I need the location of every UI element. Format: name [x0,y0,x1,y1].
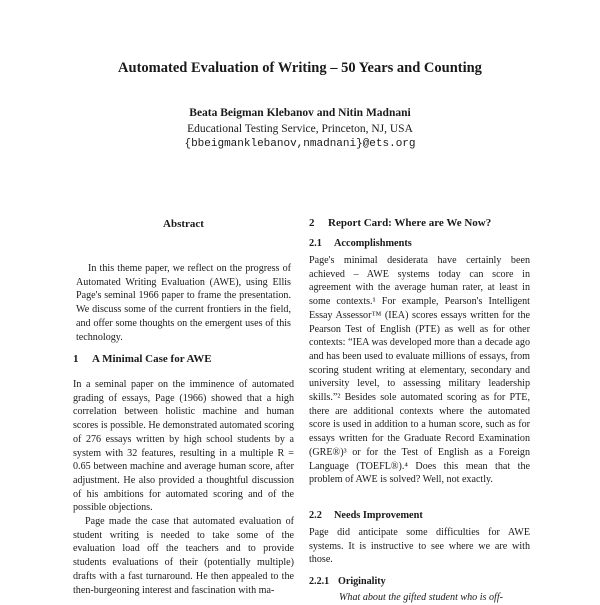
abstract-body [73,262,294,344]
subsection-2-1-number: 2.1 [309,238,322,249]
paper-email: {bbeigmanklebanov,nmadnani}@ets.org [184,138,416,150]
section-1-para-2: Page made the case that automated evaluation of student writing is needed to take some of the evaluation load off the teachers and to provide students evaluations of their (potentially multiple) drafts with a fast turnaround. He then appealed to the then-burgeoning interest and fascination with ma- [73,516,294,596]
subsection-2-1-title: Accomplishments [334,238,412,249]
section-1-body [73,378,294,597]
section-1-para-1: In a seminal paper on the imminence of automated grading of essays, Page (1966) showed that a high correlation between holistic machine and human scores is possible. He demonstrated automated scoring of 276 essays written by high school students by a system with 32 features, resulting in a multiple R = 0.65 between machine and average human score, after adjustment. He also provided a thoughtful discussion of his ambitions for automated scoring and of the possible objections. [73,379,294,514]
originality-quote: What about the gifted student who is off- [339,592,504,603]
section-2-number: 2 [309,217,315,229]
subsubsection-2-2-1-heading [309,576,386,587]
subsection-2-2-text: Page did anticipate some difficulties for AWE systems. It is instructive to see where we are with those. [309,527,530,566]
subsection-2-1-heading [309,238,412,249]
section-1-title: A Minimal Case for AWE [92,353,212,365]
section-1-heading [73,353,212,365]
subsection-2-2-number: 2.2 [309,510,322,521]
section-1-number: 1 [73,353,79,365]
abstract-heading: Abstract [163,218,204,230]
paper-affiliation: Educational Testing Service, Princeton, NJ, USA [187,123,413,135]
subsubsection-2-2-1-body [309,591,530,605]
subsection-2-1-body [309,254,530,487]
abstract-text: In this theme paper, we reflect on the progress of Automated Writing Evaluation (AWE), using Ellis Page's seminal 1966 paper to frame the presentation. We discuss some of the current frontiers in the field, and offer some thoughts on the emergent uses of this technology. [76,263,291,343]
section-2-title: Report Card: Where are We Now? [328,217,492,229]
subsubsection-2-2-1-number: 2.2.1 [309,576,330,587]
subsection-2-1-text: Page's minimal desiderata have certainly been achieved – AWE systems today can score in agreement with the average human rater, at least in some contexts.¹ For example, Pearson's Intelligent Essay Assessor™ (IEA) scores essays written for the Pearson Test of English (PTE) as well as for other contexts: “IEA was developed more than a decade ago and has been used to evaluate millions of essays, from scoring student writing at elementary, secondary and university level, to assessing military leadership skills.”² Besides sole automated scoring as for PTE, there are additional contexts where the automated score is used in addition to a human score, such as for essays written for the Graduate Record Examination (GRE®)³ or for the Test of English as a Foreign Language (TOEFL®).⁴ Does this mean that the problem of AWE is solved? Well, not exactly. [309,255,530,486]
subsection-2-2-body [309,526,530,567]
section-2-heading [309,217,491,229]
paper-authors: Beata Beigman Klebanov and Nitin Madnani [189,107,411,119]
subsection-2-2-title: Needs Improvement [334,510,423,521]
subsection-2-2-heading [309,510,423,521]
subsubsection-2-2-1-title: Originality [338,576,386,587]
paper-title: Automated Evaluation of Writing – 50 Years and Counting [118,60,482,76]
